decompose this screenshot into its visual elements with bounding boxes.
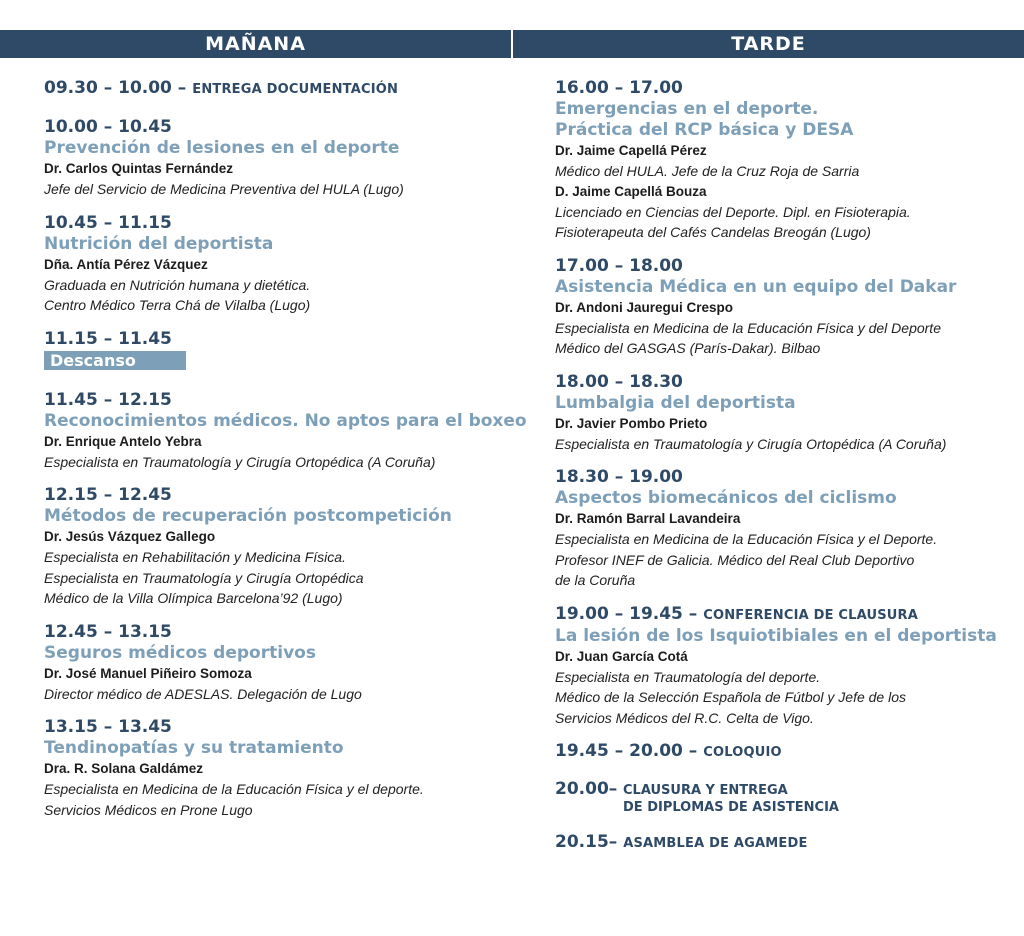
speaker-name: D. Jaime Capellá Bouza — [555, 183, 707, 199]
speaker-desc: Jefe del Servicio de Medicina Preventiva del HULA (Lugo) — [44, 181, 404, 197]
speaker-name: Dña. Antía Pérez Vázquez — [44, 256, 208, 272]
speaker-name: Dr. Juan García Cotá — [555, 648, 688, 664]
session-block — [555, 832, 1015, 854]
speaker-name: Dra. R. Solana Galdámez — [44, 761, 204, 776]
session-time: 09.30 – 10.00 – — [44, 78, 187, 98]
session-block — [44, 78, 514, 100]
session-block — [555, 467, 1015, 591]
speaker-desc: Médico del HULA. Jefe de la Cruz Roja de Sarria — [555, 163, 860, 179]
session-time-row — [555, 832, 1015, 854]
speaker-desc: Especialista en Medicina de la Educación Física y el deporte. — [44, 781, 424, 797]
session-title: Seguros médicos deportivos — [44, 642, 316, 663]
session-time: 11.45 – 12.15 — [44, 389, 172, 410]
session-block — [44, 485, 514, 609]
session-block — [44, 717, 514, 820]
session-time: 11.15 – 11.45 — [44, 328, 172, 349]
session-tag: ENTREGA DOCUMENTACIÓN — [192, 82, 399, 97]
speaker-desc: Médico del GASGAS (París-Dakar). Bilbao — [555, 340, 821, 356]
speaker-desc: Director médico de ADESLAS. Delegación de Lugo — [44, 685, 362, 702]
speaker-name: Dr. Ramón Barral Lavandeira — [555, 511, 741, 526]
speaker-desc: Médico de la Villa Olímpica Barcelona’92 (Lugo) — [44, 590, 343, 606]
speaker-desc: de la Coruña — [555, 572, 636, 588]
session-time: 18.00 – 18.30 — [555, 371, 683, 392]
session-title: Nutrición del deportista — [44, 233, 274, 254]
session-block — [555, 604, 1015, 729]
session-title: Reconocimientos médicos. No aptos para el boxeo — [44, 410, 527, 431]
speaker-desc: Especialista en Medicina de la Educación Física y del Deporte — [555, 319, 941, 336]
session-time: 17.00 – 18.00 — [555, 255, 683, 276]
speaker-desc: Especialista en Medicina de la Educación Física y el Deporte. — [555, 531, 938, 547]
session-block — [555, 741, 1015, 763]
session-block — [44, 389, 527, 473]
session-time: 20.00– — [555, 779, 618, 799]
session-block — [44, 622, 514, 705]
session-time: 18.30 – 19.00 — [555, 467, 683, 487]
session-tag: CONFERENCIA DE CLAUSURA — [703, 607, 919, 623]
speaker-name: Dr. Enrique Antelo Yebra — [44, 433, 202, 449]
speaker-desc: Profesor INEF de Galicia. Médico del Real Club Deportivo — [555, 551, 915, 568]
session-title: Prevención de lesiones en el deporte — [44, 138, 400, 158]
session-tag-group — [623, 782, 839, 816]
speaker-name: Dr. Jesús Vázquez Gallego — [44, 529, 216, 544]
morning-column — [44, 78, 527, 833]
speaker-desc: Fisioterapeuta del Cafés Candelas Breogán (Lugo) — [555, 224, 871, 240]
session-time: 10.00 – 10.45 — [44, 117, 172, 137]
session-block — [44, 213, 514, 316]
header-afternoon: TARDE — [513, 30, 1024, 58]
session-time: 10.45 – 11.15 — [44, 212, 172, 233]
session-title: La lesión de los Isquiotibiales en el deportista — [555, 625, 997, 646]
session-title: Práctica del RCP básica y DESA — [555, 120, 854, 140]
session-tag: COLOQUIO — [703, 745, 782, 760]
session-time: 20.15– — [555, 832, 618, 852]
session-block — [555, 779, 1015, 816]
break-block — [44, 329, 514, 370]
break-badge: Descanso — [44, 351, 186, 370]
session-title: Métodos de recuperación postcompetición — [44, 506, 452, 526]
session-time: 16.00 – 17.00 — [555, 78, 683, 98]
session-block — [44, 117, 514, 200]
header-morning: MAÑANA — [0, 30, 511, 58]
speaker-desc: Especialista en Traumatología del deporte. — [555, 668, 821, 685]
speaker-desc: Especialista en Rehabilitación y Medicina Física. — [44, 549, 346, 565]
session-time-row — [555, 779, 1015, 816]
session-time-row — [44, 78, 514, 100]
afternoon-column — [555, 78, 1015, 867]
speaker-desc: Centro Médico Terra Chá de Vilalba (Lugo) — [44, 297, 311, 313]
session-time: 19.00 – 19.45 – — [555, 603, 698, 624]
session-tag: ASAMBLEA DE AGAMEDE — [623, 836, 808, 851]
speaker-desc: Licenciado en Ciencias del Deporte. Dipl. en Fisioterapia. — [555, 203, 911, 220]
speaker-desc: Médico de la Selección Española de Fútbol y Jefe de los — [555, 689, 906, 705]
speaker-desc: Servicios Médicos del R.C. Celta de Vigo. — [555, 709, 814, 726]
speaker-desc: Graduada en Nutrición humana y dietética. — [44, 276, 311, 293]
session-time: 12.45 – 13.15 — [44, 621, 172, 642]
session-time: 12.15 – 12.45 — [44, 485, 172, 505]
speaker-desc: Servicios Médicos en Prone Lugo — [44, 801, 253, 818]
session-time-row — [555, 604, 1015, 626]
session-block — [555, 372, 1015, 455]
session-time: 19.45 – 20.00 – — [555, 741, 698, 761]
session-title: Tendinopatías y su tratamiento — [44, 738, 344, 758]
speaker-name: Dr. Jaime Capellá Pérez — [555, 143, 707, 158]
speaker-name: Dr. Andoni Jauregui Crespo — [555, 299, 734, 315]
session-time: 13.15 – 13.45 — [44, 717, 172, 737]
session-time-row — [555, 741, 1015, 763]
speaker-desc: Especialista en Traumatología y Cirugía Ortopédica (A Coruña) — [555, 435, 947, 452]
session-title: Aspectos biomecánicos del ciclismo — [555, 488, 897, 508]
session-title: Asistencia Médica en un equipo del Dakar — [555, 276, 957, 297]
session-tag: DE DIPLOMAS DE ASISTENCIA — [623, 800, 839, 815]
session-title: Lumbalgia del deportista — [555, 392, 796, 413]
speaker-name: Dr. Javier Pombo Prieto — [555, 415, 708, 431]
session-block — [555, 78, 1015, 243]
session-block — [555, 256, 1015, 359]
speaker-desc: Especialista en Traumatología y Cirugía Ortopédica — [44, 569, 364, 586]
session-title: Emergencias en el deporte. — [555, 99, 819, 119]
speaker-desc: Especialista en Traumatología y Cirugía Ortopédica (A Coruña) — [44, 453, 436, 470]
speaker-name: Dr. Carlos Quintas Fernández — [44, 161, 234, 176]
session-tag: CLAUSURA Y ENTREGA — [623, 783, 788, 798]
speaker-name: Dr. José Manuel Piñeiro Somoza — [44, 665, 252, 681]
